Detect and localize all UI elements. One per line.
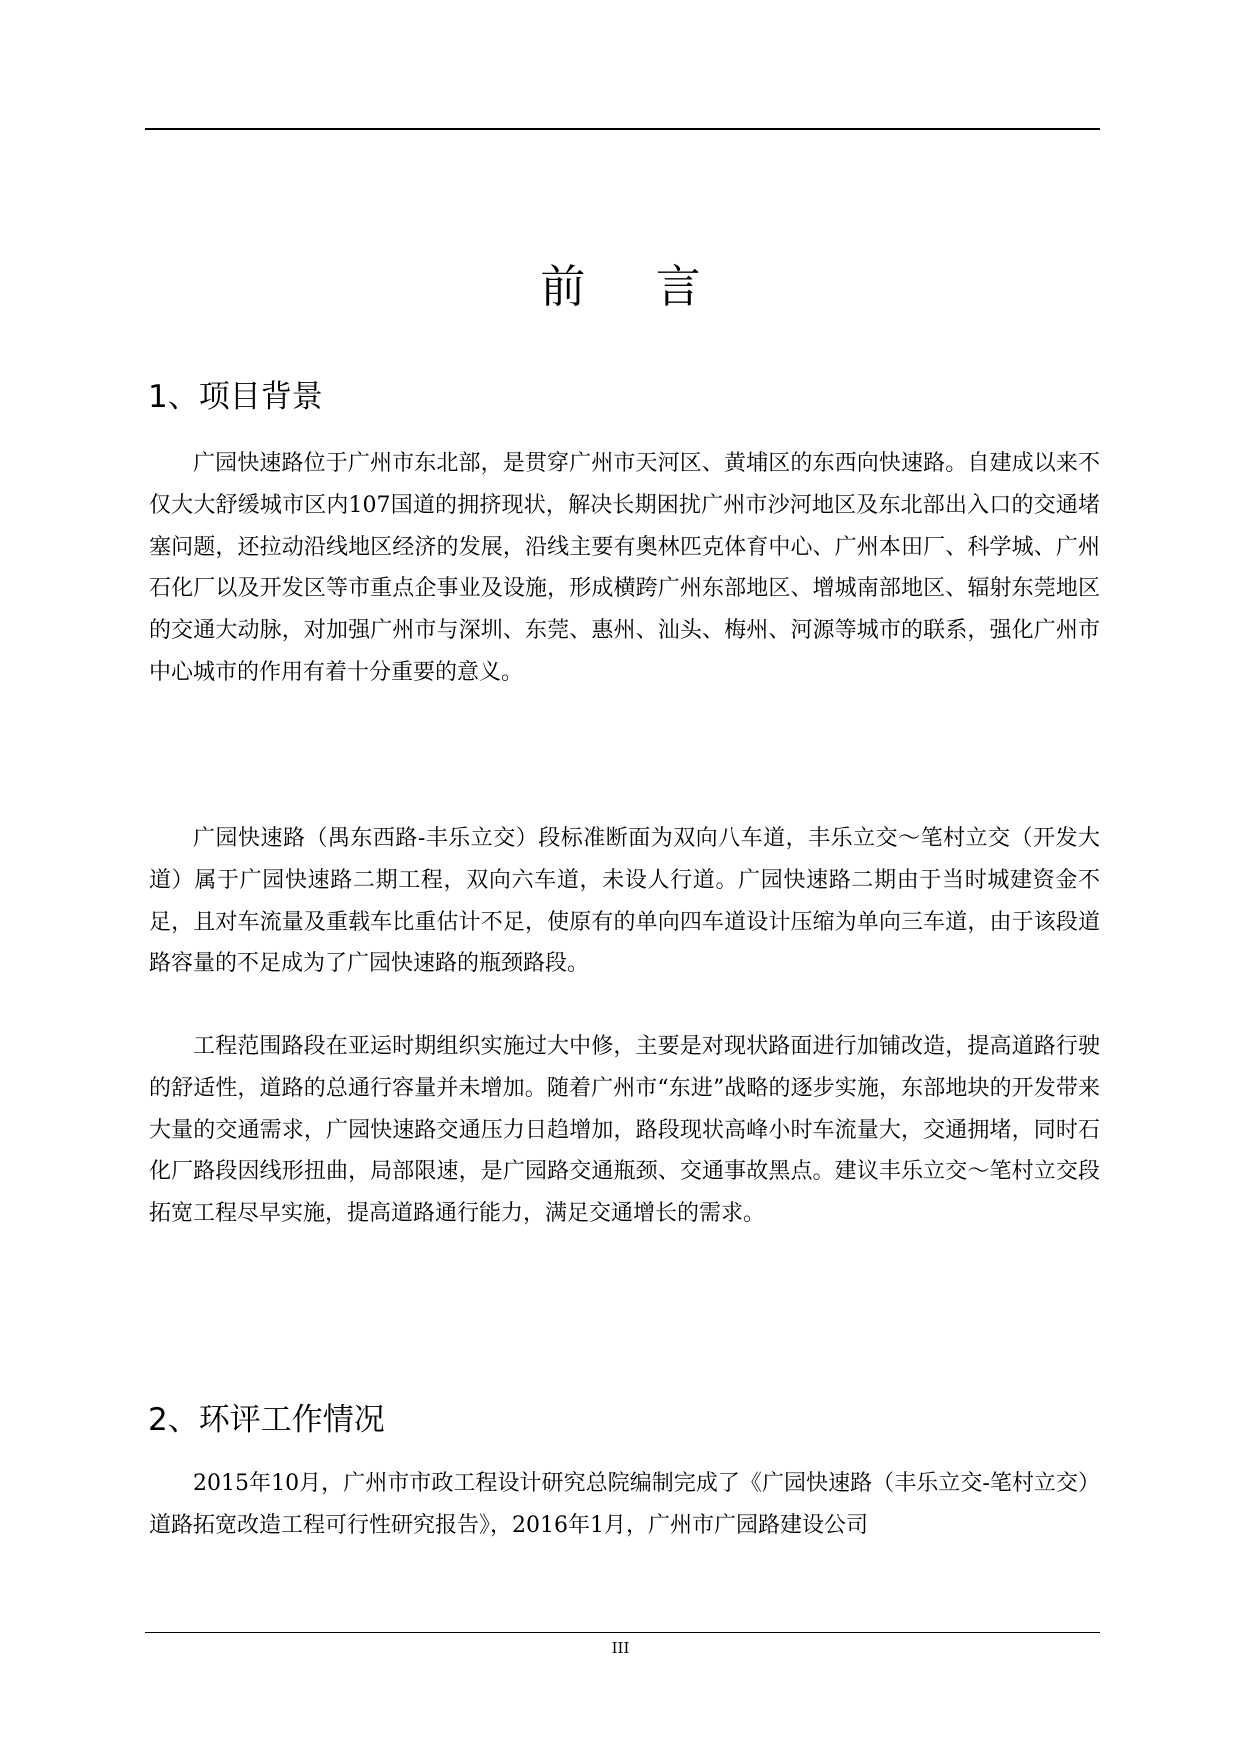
page-number: III: [611, 1639, 630, 1657]
section-heading-project-background: 1、项目背景: [148, 379, 323, 415]
header-rule: [145, 128, 1100, 130]
paragraph: 广园快速路（禺东西路-丰乐立交）段标准断面为双向八车道，丰乐立交～笔村立交（开发大道）属于广园快速路二期工程，双向六车道，未设人行道。广园快速路二期由于当时城建资金不足，且对车流量及重载车比重估计不足，使原有的单向四车道设计压缩为单向三车道，由于该段道路容量的不足成为了广园快速路的瓶颈路段。: [149, 826, 1100, 977]
footer-rule: [145, 1632, 1100, 1633]
paragraph: 2015年10月，广州市市政工程设计研究总院编制完成了《广园快速路（丰乐立交-笔村立交）道路拓宽改造工程可行性研究报告》，2016年1月，广州市广园路建设公司: [149, 1471, 1100, 1538]
paragraph: 广园快速路位于广州市东北部，是贯穿广州市天河区、黄埔区的东西向快速路。自建成以来不仅大大舒缓城市区内107国道的拥挤现状，解决长期困扰广州市沙河地区及东北部出入口的交通堵塞问题，还拉动沿线地区经济的发展，沿线主要有奥林匹克体育中心、广州本田厂、科学城、广州石化厂以及开发区等市重点企事业及设施，形成横跨广州东部地区、增城南部地区、辐射东莞地区的交通大动脉，对加强广州市与深圳、东莞、惠州、汕头、梅州、河源等城市的联系，强化广州市中心城市的作用有着十分重要的意义。: [149, 451, 1100, 685]
section-heading-eia-work: 2、环评工作情况: [148, 1402, 385, 1438]
page-title: 前 言: [540, 260, 729, 313]
paragraph: 工程范围路段在亚运时期组织实施过大中修，主要是对现状路面进行加铺改造，提高道路行驶的舒适性，道路的总通行容量并未增加。随着广州市“东进”战略的逐步实施，东部地块的开发带来大量的交通需求，广园快速路交通压力日趋增加，路段现状高峰小时车流量大，交通拥堵，同时石化厂路段因线形扭曲，局部限速，是广园路交通瓶颈、交通事故黑点。建议丰乐立交～笔村立交段拓宽工程尽早实施，提高道路通行能力，满足交通增长的需求。: [149, 1034, 1100, 1227]
